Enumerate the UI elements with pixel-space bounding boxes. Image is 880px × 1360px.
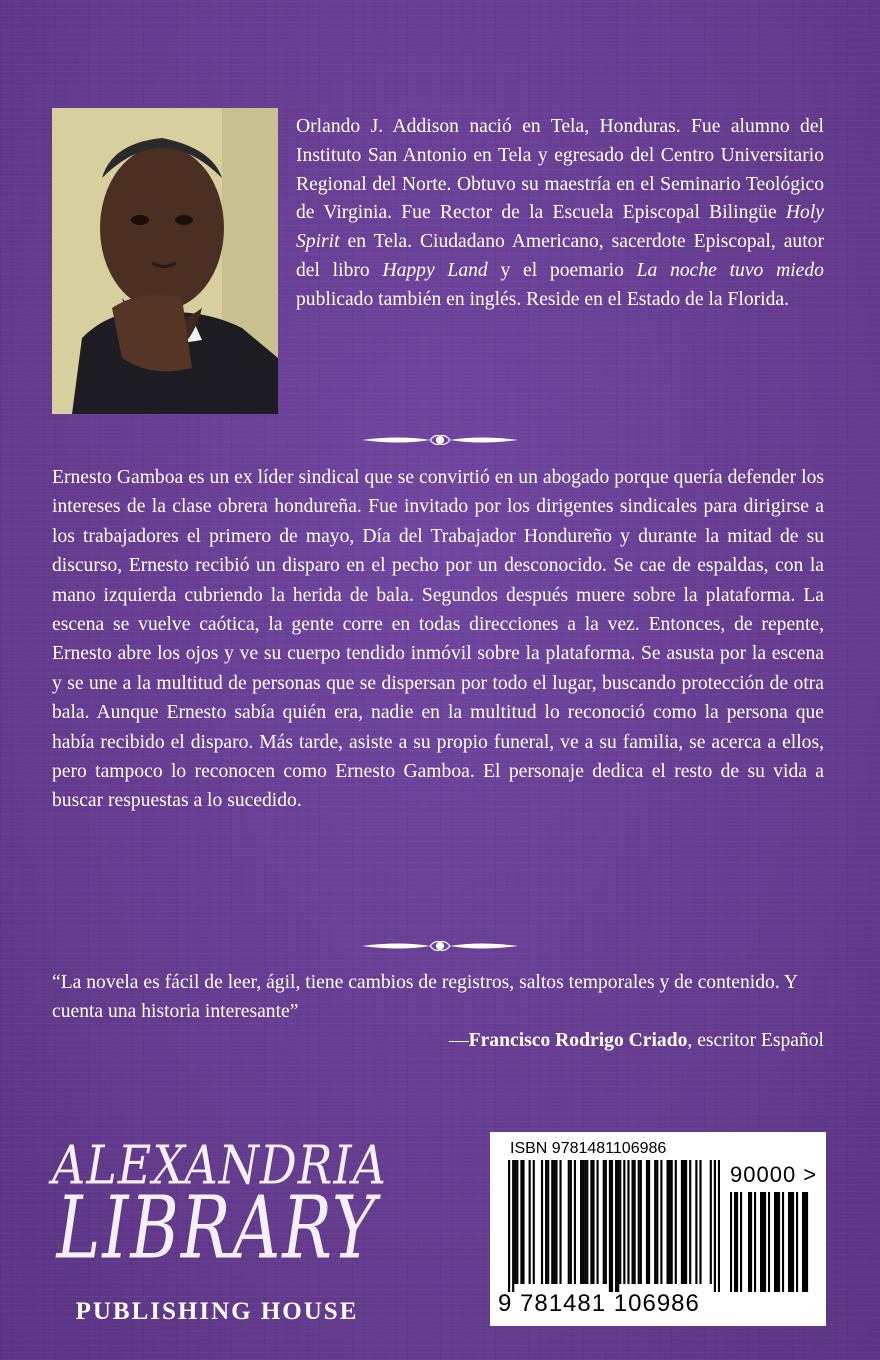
barcode-bar xyxy=(590,1160,592,1284)
barcode-bar xyxy=(522,1160,524,1284)
barcode-bar xyxy=(508,1160,510,1292)
barcode-bar xyxy=(568,1160,570,1284)
barcode-addon-bar xyxy=(792,1192,794,1292)
barcode-bar xyxy=(605,1160,607,1284)
barcode-bar xyxy=(545,1160,547,1284)
author-photo xyxy=(52,108,278,414)
barcode-addon-code: 90000 > xyxy=(730,1162,818,1187)
barcode-addon-bar xyxy=(764,1192,766,1292)
barcode-bar xyxy=(718,1160,720,1292)
barcode-addon-bar xyxy=(790,1192,792,1292)
barcode-bar xyxy=(632,1160,634,1284)
barcode-bar xyxy=(654,1160,656,1284)
barcode-bar xyxy=(671,1160,673,1284)
barcode-bar xyxy=(611,1160,613,1292)
barcode-bar xyxy=(547,1160,549,1284)
barcode-bar xyxy=(520,1160,522,1284)
barcode-bar xyxy=(533,1160,535,1284)
barcode-addon-bar xyxy=(774,1192,776,1292)
barcode-bar xyxy=(580,1160,582,1284)
barcode-bar xyxy=(609,1160,611,1292)
barcode-addon-bar xyxy=(754,1192,756,1292)
barcode-bar xyxy=(699,1160,701,1284)
barcode-bar xyxy=(586,1160,588,1284)
barcode-digits: 9 781481 106986 xyxy=(498,1290,700,1317)
author-portrait-icon xyxy=(52,108,278,414)
barcode-bar xyxy=(623,1160,625,1284)
barcode-bar xyxy=(582,1160,584,1284)
barcode-bar xyxy=(710,1160,712,1284)
review-quote: “La novela es fácil de leer, ágil, tiene cambios de registros, saltos temporales y de contenido. Y cuenta una historia interesante” xyxy=(52,972,798,1022)
barcode-addon-bar xyxy=(760,1192,762,1292)
barcode-bar xyxy=(617,1160,619,1292)
publisher-logo-line1: ALEXANDRIA xyxy=(52,1133,387,1197)
barcode-bar xyxy=(627,1160,629,1284)
barcode-bar xyxy=(592,1160,594,1284)
barcode-addon-bar xyxy=(736,1192,738,1292)
quote-attribution: —Francisco Rodrigo Criado, escritor Español xyxy=(449,1030,824,1051)
barcode-bar xyxy=(640,1160,642,1284)
publisher-logo xyxy=(52,1133,387,1328)
barcode-addon-bar xyxy=(768,1192,770,1292)
barcode-bar xyxy=(619,1160,621,1284)
author-bio: Orlando J. Addison nació en Tela, Honduras. Fue alumno del Instituto San Antonio en Tela y egresado del Centro Universitario Regional del Norte. Obtuvo su maestría en el Seminario Teológico de Virginia. Fue Rector de la Escuela Episcopal Bilingüe Holy Spirit en Tela. Ciudadano Americano, sacerdote Episcopal, autor del libro Happy Land y el poemario La noche tuvo miedo publicado también en inglés. Reside en el Estado de la Florida. xyxy=(296,116,824,310)
barcode-bar xyxy=(648,1160,650,1284)
barcode-addon-bar xyxy=(788,1192,790,1292)
barcode-addon-bar xyxy=(734,1192,736,1292)
barcode-addon-bar xyxy=(748,1192,750,1292)
barcode-addon-bar xyxy=(740,1192,742,1292)
barcode-addon-bar xyxy=(804,1192,806,1292)
barcode-bar xyxy=(634,1160,636,1284)
isbn-barcode xyxy=(490,1132,826,1326)
barcode-bar xyxy=(597,1160,599,1284)
book-synopsis: Ernesto Gamboa es un ex líder sindical que se convirtió en un abogado porque quería defender los intereses de la clase obrera hondureña. Fue invitado por los dirigentes sindicales para dirigirse a los trabajadores el primero de mayo, Día del Trabajador Hondureño y durante la mitad de su discurso, Ernesto recibió un disparo en el pecho por un desconocido. Se cae de espaldas, con la mano izquierda cubriendo la herida de bala. Segundos después muere sobre la plataforma. La escena se vuelve caótica, la gente corre en todas direcciones a la vez. Entonces, de repente, Ernesto abre los ojos y ve su cuerpo tendido inmóvil sobre la plataforma. Se asusta por la escena y se une a la multitud de personas que se dispersan por todo el lugar, buscando protección de otra bala. Aunque Ernesto sabía quién era, nadie en la multitud lo reconoció como la persona que había recibido el disparo. Más tarde, asiste a su propio funeral, ve a su familia, se acerca a ellos, pero tampoco lo reconocen como Ernesto Gamboa. El personaje dedica el resto de su vida a buscar respuestas a lo sucedido. xyxy=(52,467,824,812)
barcode-bar xyxy=(553,1160,555,1284)
barcode-bar xyxy=(555,1160,557,1284)
ornament-divider-icon xyxy=(360,938,520,954)
barcode-bar xyxy=(551,1160,553,1284)
barcode-addon-bar xyxy=(802,1192,804,1292)
barcode-bar xyxy=(669,1160,671,1284)
barcode-bar xyxy=(529,1160,531,1284)
barcode-bar xyxy=(584,1160,586,1284)
barcode-addon-bar xyxy=(806,1192,808,1292)
barcode-bar xyxy=(685,1160,687,1284)
barcode-addon-bar xyxy=(782,1192,784,1292)
barcode-bar xyxy=(681,1160,683,1284)
barcode-bars-icon xyxy=(508,1160,720,1292)
publisher-logo-line2: LIBRARY xyxy=(56,1178,378,1279)
barcode-bar xyxy=(695,1160,697,1284)
barcode-bar xyxy=(559,1160,561,1284)
quote-author: Francisco Rodrigo Criado xyxy=(468,1030,688,1051)
isbn-label: ISBN 9781481106986 xyxy=(510,1140,667,1157)
barcode-bar xyxy=(638,1160,640,1284)
barcode-bar xyxy=(574,1160,576,1284)
barcode-bar xyxy=(646,1160,648,1284)
barcode-bar xyxy=(541,1160,543,1284)
barcode-bar xyxy=(603,1160,605,1284)
barcode-bar xyxy=(714,1160,716,1292)
barcode-addon-bar xyxy=(796,1192,798,1292)
barcode-addon-bar xyxy=(762,1192,764,1292)
barcode-bar xyxy=(656,1160,658,1284)
barcode-bar xyxy=(615,1160,617,1292)
barcode-bar xyxy=(514,1160,516,1284)
barcode-bar xyxy=(689,1160,691,1284)
publisher-logo-line3: PUBLISHING HOUSE xyxy=(75,1298,359,1325)
ornament-divider-icon xyxy=(360,432,520,448)
barcode-addon-bar xyxy=(778,1192,780,1292)
barcode-bar xyxy=(512,1160,514,1292)
barcode-bar xyxy=(570,1160,572,1284)
barcode-bar xyxy=(660,1160,662,1284)
barcode-addon-bar xyxy=(750,1192,752,1292)
barcode-bar xyxy=(666,1160,668,1284)
barcode-addon-bars-icon xyxy=(730,1192,810,1292)
barcode-addon-bar xyxy=(776,1192,778,1292)
barcode-bar xyxy=(516,1160,518,1284)
barcode-bar xyxy=(683,1160,685,1284)
barcode-addon-bar xyxy=(730,1192,732,1292)
barcode-bar xyxy=(675,1160,677,1284)
